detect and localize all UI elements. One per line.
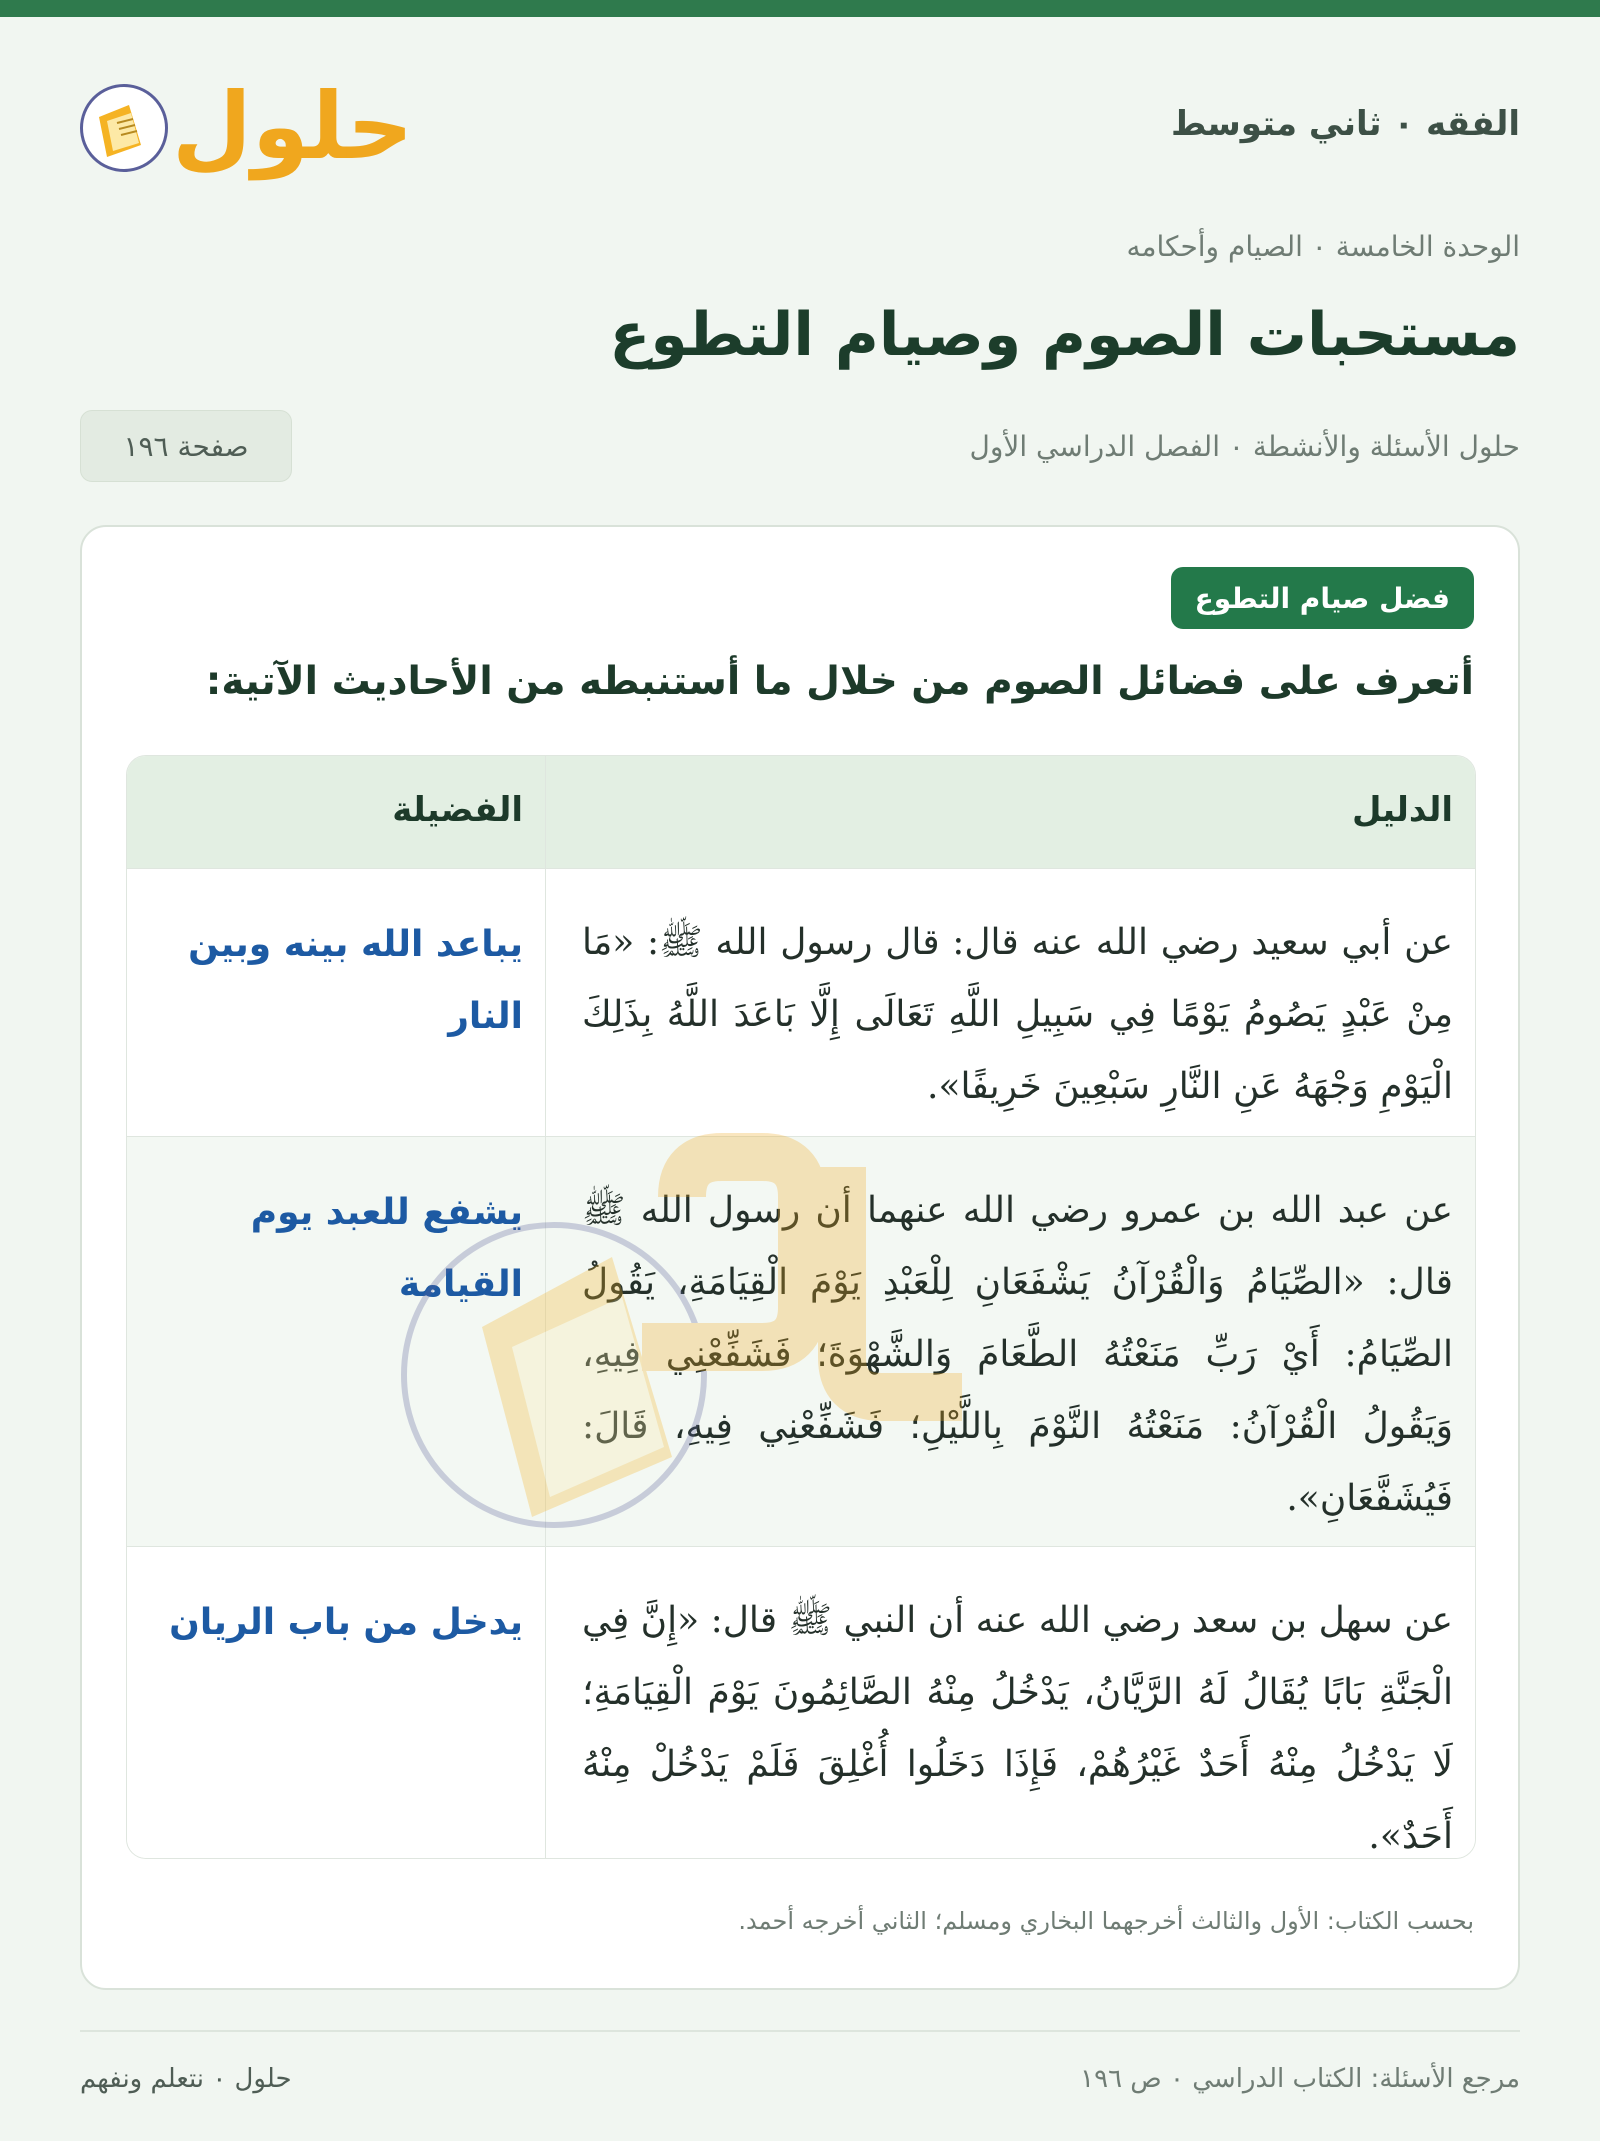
merit-text: يدخل من باب الريان <box>169 1602 523 1643</box>
footnote: بحسب الكتاب: الأول والثالث أخرجهما البخاري ومسلم؛ الثاني أخرجه أحمد. <box>738 1907 1474 1935</box>
evidence-cell <box>545 1547 1475 1859</box>
breadcrumb: الوحدة الخامسة ٠ الصيام وأحكامه <box>1126 230 1520 263</box>
header-evidence: الدليل <box>545 756 1475 868</box>
merit-text: يباعد الله بينه وبين النار <box>188 924 523 1037</box>
top-accent-bar <box>0 0 1600 17</box>
logo-wordmark: حلول <box>172 73 414 180</box>
question-heading: أتعرف على فضائل الصوم من خلال ما أستنبطه من الأحاديث الآتية: <box>205 659 1474 704</box>
table-header-row <box>127 756 1475 868</box>
footer-reference: مرجع الأسئلة: الكتاب الدراسي ٠ ص ١٩٦ <box>1080 2064 1520 2094</box>
header <box>80 62 1520 192</box>
table-row <box>127 1136 1475 1546</box>
header-merit: الفضيلة <box>392 790 523 830</box>
evidence-text: عن عبد الله بن عمرو رضي الله عنهما أن رسول الله ﷺ قال: «الصِّيَامُ وَالْقُرْآنُ يَشْفَعَانِ لِلْعَبْدِ يَوْمَ الْقِيَامَةِ، يَقُولُ الصِّيَامُ: أَيْ رَبِّ مَنَعْتُهُ الطَّعَامَ وَالشَّهْوَةَ؛ فَشَفِّعْنِي فِيهِ، وَيَقُولُ الْقُرْآنُ: مَنَعْتُهُ النَّوْمَ بِاللَّيْلِ؛ فَشَفِّعْنِي فِيهِ، قَالَ: فَيُشَفَّعَانِ». <box>582 1190 1453 1519</box>
subject-label: الفقه ٠ ثاني متوسط <box>1170 104 1520 144</box>
table-row <box>127 1546 1475 1859</box>
merit-cell <box>127 869 545 1136</box>
merit-cell <box>127 1137 545 1546</box>
footer-brand: حلول ٠ نتعلم ونفهم <box>80 2064 292 2094</box>
page-title: مستحبات الصوم وصيام التطوع <box>609 300 1520 370</box>
hadith-table <box>126 755 1476 1859</box>
page-number-badge: صفحة ١٩٦ <box>80 410 292 482</box>
page-subtitle: حلول الأسئلة والأنشطة ٠ الفصل الدراسي الأول <box>969 430 1520 463</box>
merit-cell <box>127 1547 545 1859</box>
logo[interactable] <box>80 62 414 192</box>
footer-divider <box>80 2030 1520 2032</box>
evidence-text: عن سهل بن سعد رضي الله عنه أن النبي ﷺ قال: «إِنَّ فِي الْجَنَّةِ بَابًا يُقَالُ لَهُ الرَّيَّانُ، يَدْخُلُ مِنْهُ الصَّائِمُونَ يَوْمَ الْقِيَامَةِ؛ لَا يَدْخُلُ مِنْهُ أَحَدٌ غَيْرُهُمْ، فَإِذَا دَخَلُوا أُغْلِقَ فَلَمْ يَدْخُلْ مِنْهُ أَحَدٌ». <box>582 1600 1453 1857</box>
merit-text: يشفع للعبد يوم القيامة <box>250 1192 523 1305</box>
book-icon <box>80 84 168 172</box>
table-row <box>127 868 1475 1136</box>
evidence-cell <box>545 1137 1475 1546</box>
content-card <box>80 525 1520 1990</box>
section-tag: فضل صيام التطوع <box>1171 567 1474 629</box>
evidence-cell <box>545 869 1475 1136</box>
evidence-text: عن أبي سعيد رضي الله عنه قال: قال رسول الله ﷺ: «مَا مِنْ عَبْدٍ يَصُومُ يَوْمًا فِي سَبِيلِ اللَّهِ تَعَالَى إِلَّا بَاعَدَ اللَّهُ بِذَلِكَ الْيَوْمِ وَجْهَهُ عَنِ النَّارِ سَبْعِينَ خَرِيفًا». <box>582 922 1453 1107</box>
